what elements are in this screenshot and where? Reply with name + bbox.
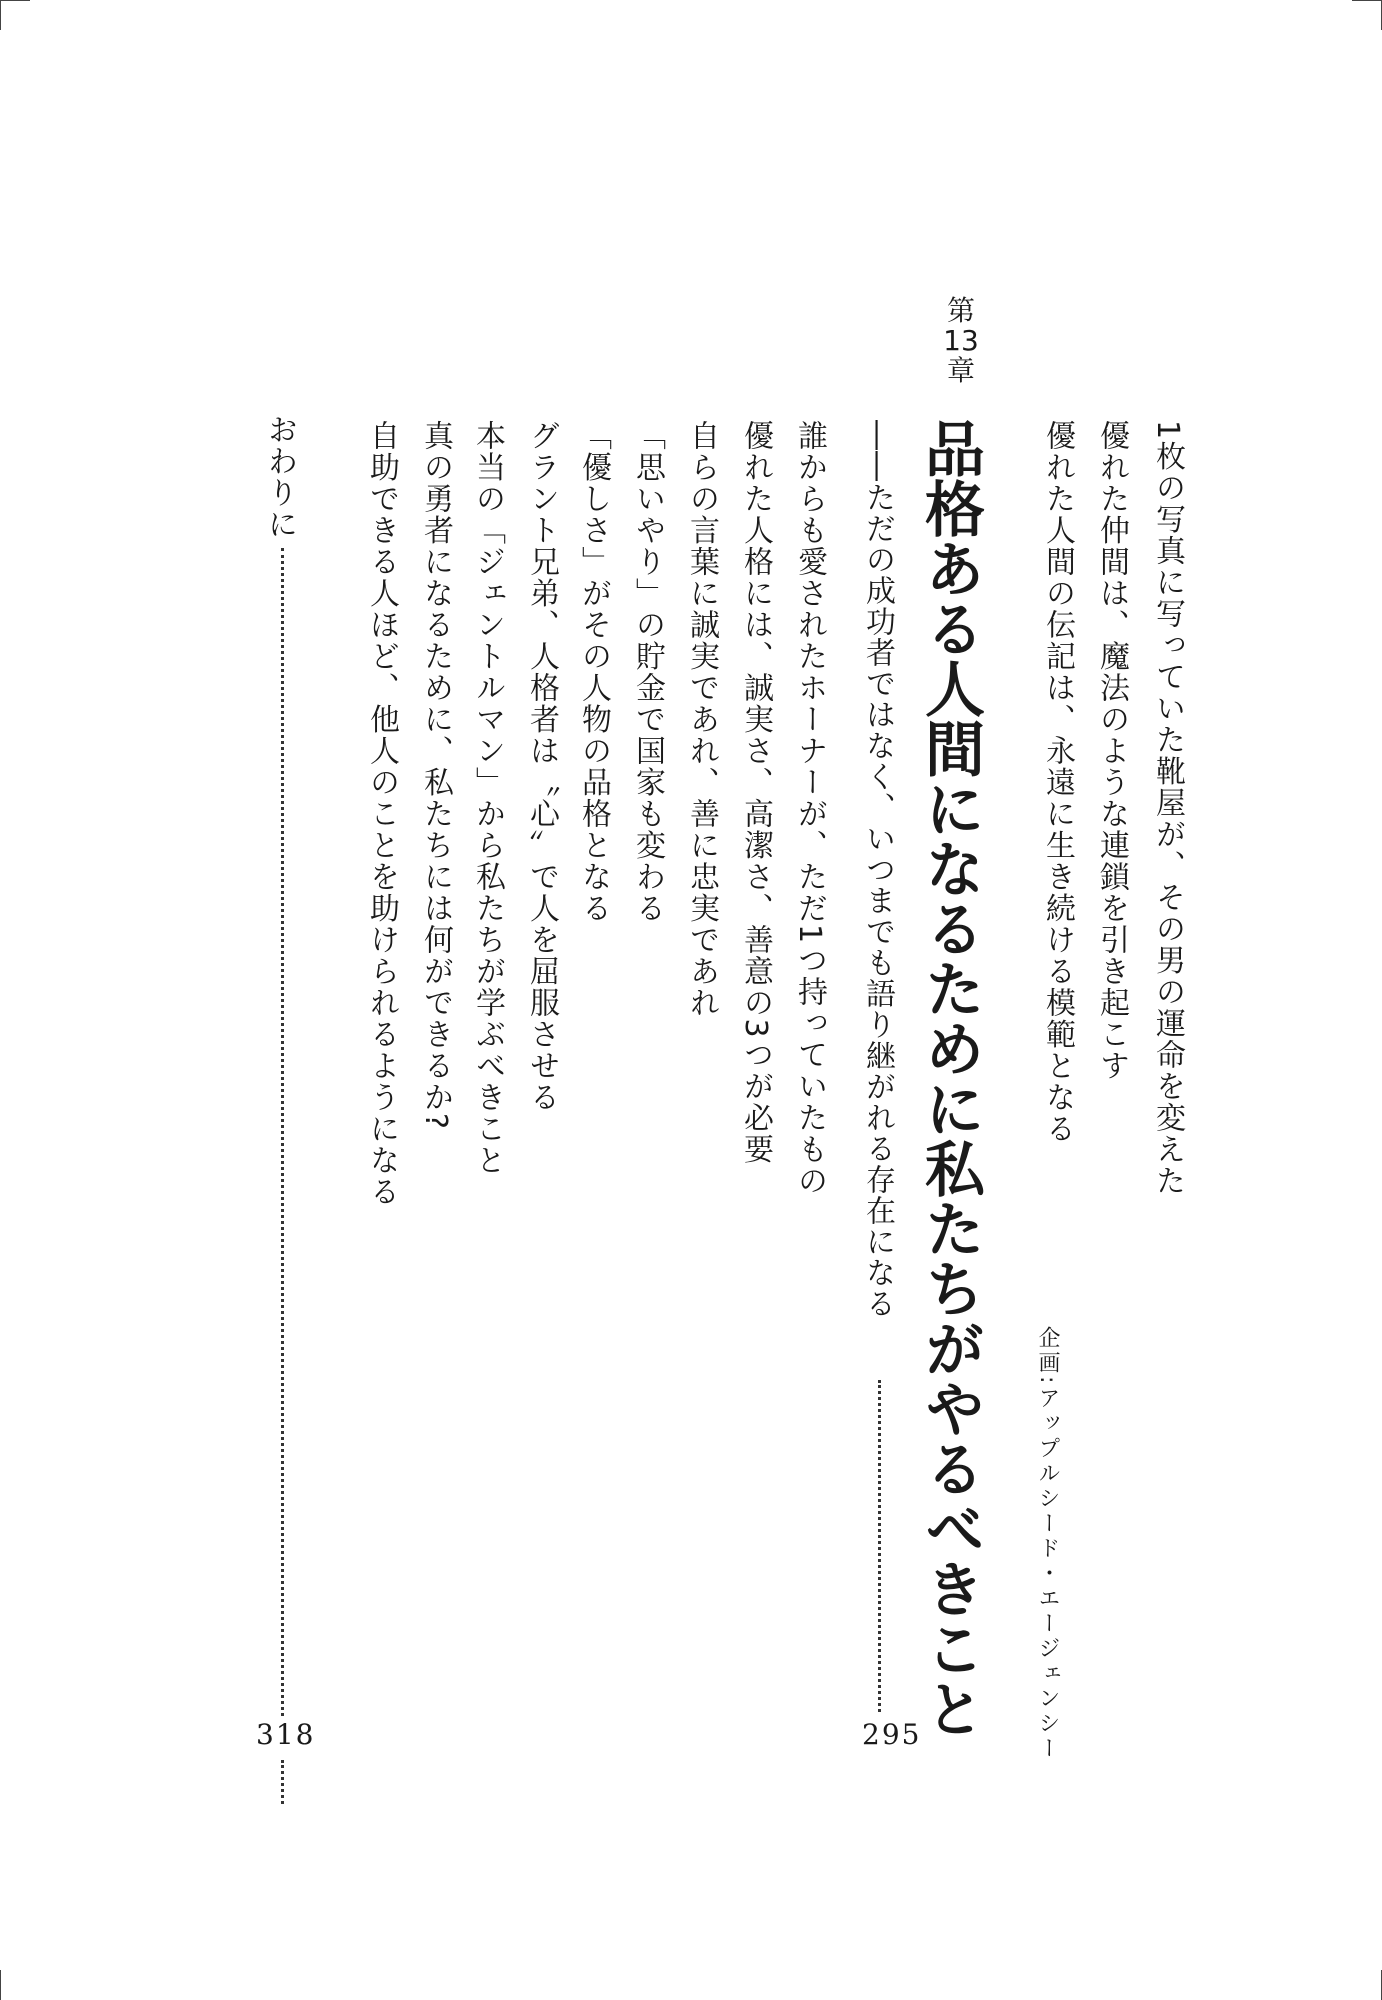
chapter-page-number: 295 bbox=[862, 1718, 922, 1751]
closing-leader-tail bbox=[281, 1760, 284, 1804]
chapter-title: 品格ある人間になるために私たちがやるべきこと bbox=[915, 418, 985, 1738]
planning-credit: 企画:アップルシード・エージェンシー bbox=[1035, 1326, 1060, 1762]
crop-mark-top-right-h bbox=[1352, 0, 1382, 1]
toc-line: 優れた人格には、誠実さ、高潔さ、善意の3つが必要 bbox=[738, 420, 773, 1166]
closing-label: おわりに bbox=[262, 414, 297, 540]
toc-line: 優れた人間の伝記は、永遠に生き続ける模範となる bbox=[1040, 420, 1075, 1145]
toc-line: 自助できる人ほど、他人のことを助けられるようになる bbox=[364, 420, 399, 1208]
crop-mark-top-left bbox=[0, 0, 1, 30]
chapter-number-label bbox=[926, 296, 996, 386]
crop-mark-top-left-h bbox=[0, 0, 30, 1]
toc-line: 「優しさ」がその人物の品格となる bbox=[576, 420, 611, 924]
closing-page-number: 318 bbox=[256, 1718, 316, 1751]
toc-line: グラント兄弟、人格者は〝心〟で人を屈服させる bbox=[524, 420, 559, 1113]
toc-line: 「思いやり」の貯金で国家も変わる bbox=[630, 420, 665, 924]
chapter-label-top: 第 bbox=[946, 294, 975, 327]
toc-line: 1枚の写真に写っていた靴屋が、その男の運命を変えた bbox=[1150, 420, 1185, 1197]
toc-line: 優れた仲間は、魔法のような連鎖を引き起こす bbox=[1094, 420, 1129, 1082]
toc-line: 本当の「ジェントルマン」から私たちが学ぶべきこと bbox=[470, 420, 505, 1176]
chapter-label-number: 13 bbox=[943, 324, 979, 357]
crop-mark-bottom-left bbox=[0, 1970, 1, 2000]
toc-line: 誰からも愛されたホーナーが、ただ1つ持っていたもの bbox=[792, 420, 827, 1197]
subtitle-leader bbox=[878, 1380, 881, 1712]
chapter-label-bottom: 章 bbox=[946, 354, 975, 387]
chapter-subtitle: ――ただの成功者ではなく、いつまでも語り継がれる存在になる bbox=[860, 420, 895, 1319]
toc-line: 真の勇者になるために、私たちには何ができるか? bbox=[418, 420, 453, 1131]
toc-line: 自らの言葉に誠実であれ、善に忠実であれ bbox=[684, 420, 719, 1019]
closing-leader bbox=[281, 548, 284, 1716]
